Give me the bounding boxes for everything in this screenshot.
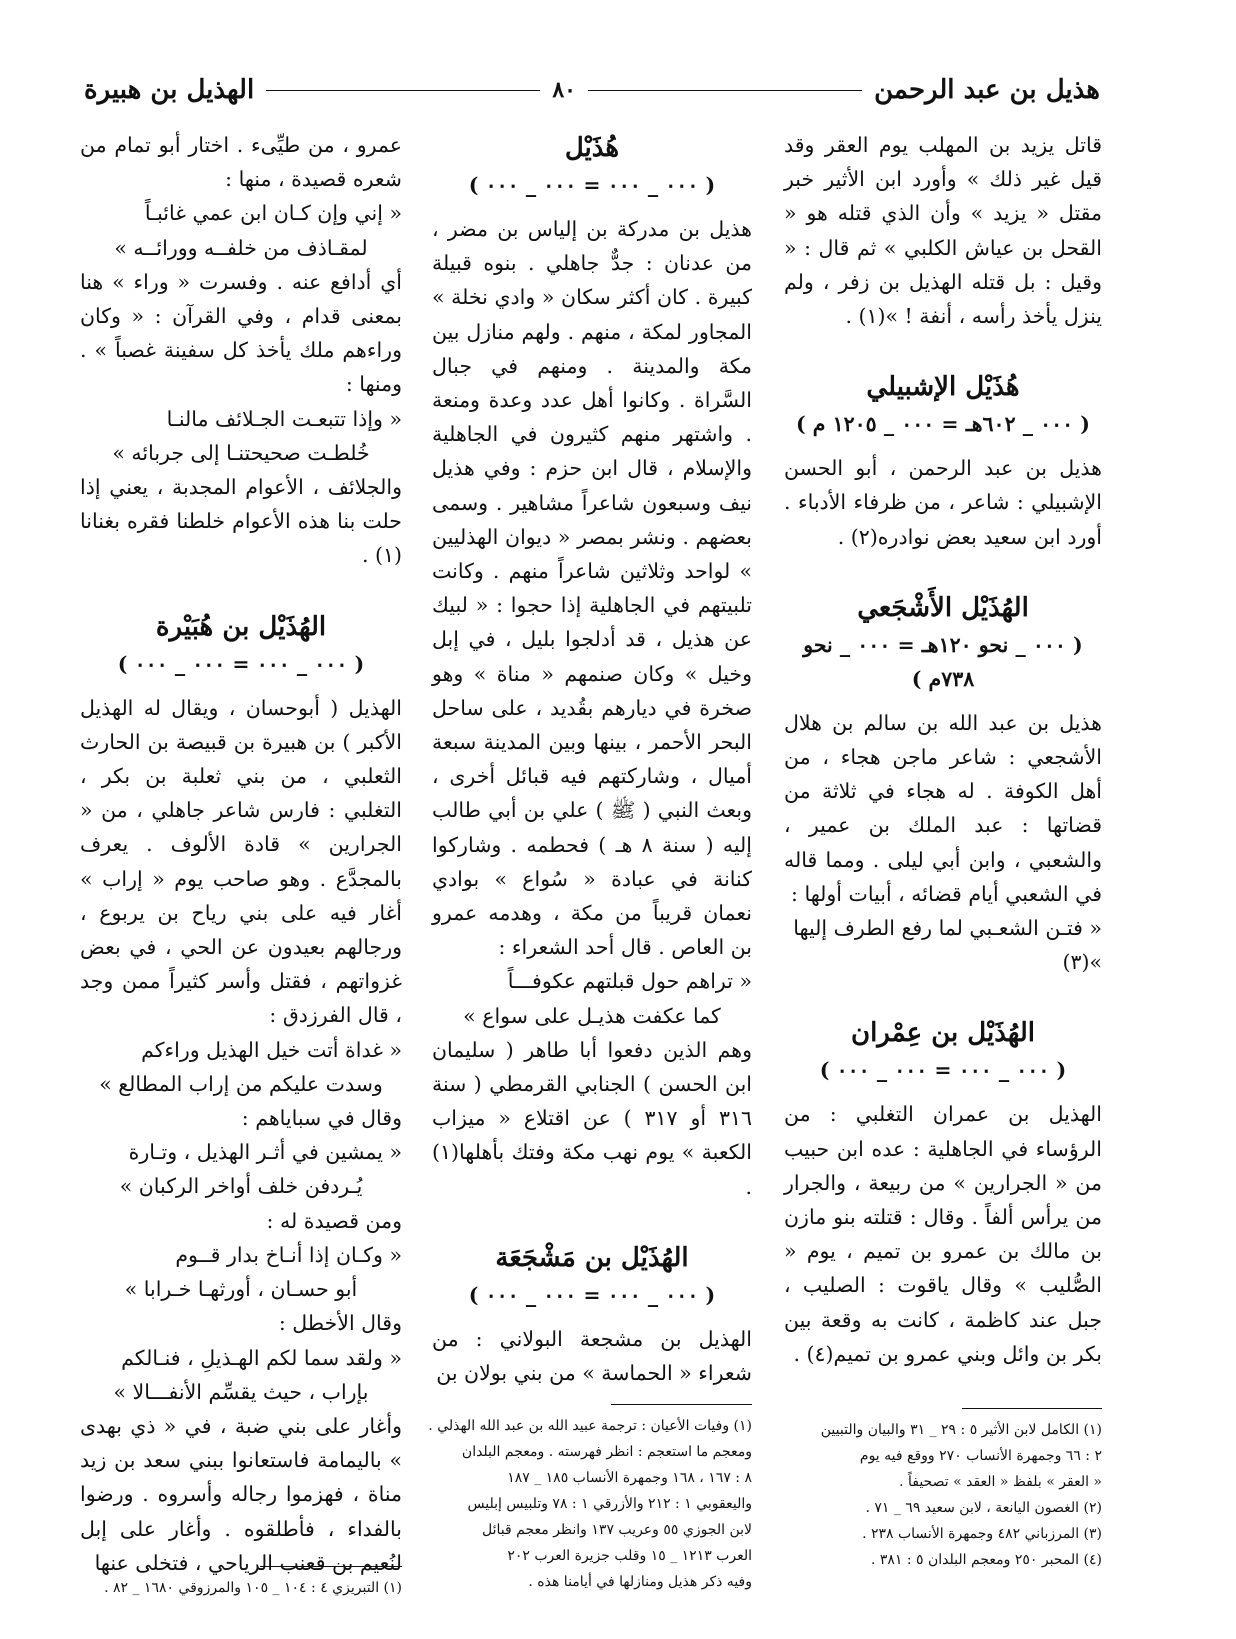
entry-body: هذيل بن عبد الله بن سالم بن هلال الأشجعي : شاعر ماجن هجاء ، من أهل الكوفة . له هجاء في ثلاثة من قضاتها : عبد الملك بن عمير ، والشعبي ، وابن أبي ليلى . ومما قاله في الشعبي أيام قضائه ، أبيات أولها : — [784, 710, 1102, 906]
footnotes-middle — [428, 1404, 752, 1595]
header-rule-right — [588, 90, 862, 91]
verse-line: « تراهم حول قبلتهم عكوفـــاً — [507, 969, 752, 994]
entry-title: الهُذَيْل بن مَشْجَعَة — [495, 1242, 689, 1273]
entry-title: هُذَيْل الإشبيلي — [866, 372, 1020, 403]
entry-title: الهُذَيْل بن هُبَيْرة — [155, 611, 327, 642]
entry-dates: ( ٠٠٠ _ ٦٠٢هـ = ٠٠٠ _ ١٢٠٥ م ) — [795, 412, 1091, 437]
paragraph: وقال في سباياهم : — [241, 1106, 402, 1131]
paragraph: ومن قصيدة له : — [266, 1208, 402, 1233]
column-middle — [432, 128, 752, 1390]
footnotes-right — [784, 1408, 1102, 1573]
entry-dates: ( ٠٠٠ _ ٠٠٠ = ٠٠٠ _ ٠٠٠ ) — [819, 1058, 1067, 1083]
verse-line: « إني وإن كـان ابن عمي غائبـاً — [144, 201, 402, 226]
entry-dates: ( ٠٠٠ _ ٠٠٠ = ٠٠٠ _ ٠٠٠ ) — [117, 651, 365, 676]
entry-heading — [432, 128, 752, 202]
footnote-line: (١) التبريزي ٤ : ١٠٤ _ ١٠٥ والمرزوقي ١٦٨٠ _ ٨٢ . — [104, 1580, 402, 1596]
verse-line: كما عكفت هذيـل على سواع » — [463, 1003, 721, 1028]
footnote-line: ومعجم ما استعجم : انظر فهرسته . ومعجم البلدان — [461, 1444, 752, 1460]
column-right — [784, 128, 1102, 1371]
entry-body: الهذيل ( أبوحسان ، ويقال له الهذيل الأكبر ) بن هبيرة بن قبيصة بن الحارث الثعلبي ، من بني ثعلبة بن بكر ، التغلبي : فارس شاعر جاهلي ، من « الجرارين » قادة الألوف . يعرف بالمجدَّع . وهو صاحب يوم « إراب » أغار فيه على بني رياح بن يربوع ، ورجالهم بعيدون عن الحي ، في بعض غزواتهم ، فقتل وأسر كثيراً ممن وجد ، قال الفرزدق : — [80, 695, 402, 1028]
footnote-line: « العقر » بلفظ « العقد » تصحيفاً . — [899, 1474, 1102, 1490]
column-left — [80, 128, 402, 1580]
paragraph: عمرو ، من طيِّىء . اختار أبو تمام من شعره قصيدة ، منها : — [80, 133, 402, 192]
entry-title: الهُذَيْل الأَشْجَعي — [857, 592, 1029, 623]
page-header — [84, 70, 1100, 110]
footnote-line: (٢) الغصون اليانعة ، لابن سعيد ٦٩ _ ٧١ . — [865, 1500, 1102, 1516]
verse-line: « وكـان إذا أنـاخ بدار قــوم — [175, 1242, 402, 1267]
footnote-line: العرب ١٢١٣ _ ١٥ وقلب جزيرة العرب ٢٠٢ — [507, 1548, 752, 1564]
col1-intro: قاتل يزيد بن المهلب يوم العقر وقد قيل غير ذلك » وأورد ابن الأثير خبر مقتل « يزيد » وأن الذي قتله هو « القحل بن عياش الكلبي » ثم قال : « وقيل : بل قتله الهذيل بن زفر ، ولم ينزل يأخذ رأسه ، أنفة ! »(١) . — [784, 133, 1102, 329]
entry-dates: ( ٠٠٠ _ ٠٠٠ = ٠٠٠ _ ٠٠٠ ) — [468, 1282, 716, 1307]
footnote-line: لابن الجوزي ٥٥ وعريب ١٣٧ وانظر معجم قبائل — [482, 1522, 752, 1538]
entry-heading — [432, 1238, 752, 1312]
entry-heading — [80, 607, 402, 681]
footnote-line: (١) الكامل لابن الأثير ٥ : ٢٩ _ ٣١ والبيان والتبيين — [820, 1422, 1102, 1438]
footnote-line: (٣) المرزباني ٤٨٢ وجمهرة الأنساب ٢٣٨ . — [862, 1526, 1102, 1542]
entry-title: هُذَيْل — [564, 133, 620, 163]
verse-line: « وإذا تتبعـت الجـلائف مالنـا — [166, 406, 402, 431]
paragraph: والجلائف ، الأعوام المجدبة ، يعني إذا حلت بنا هذه الأعوام خلطنا فقره بغنانا (١) . — [80, 475, 402, 568]
footnote-rule — [962, 1408, 1102, 1409]
footnote-rule — [611, 1404, 752, 1405]
verse-line: « فتـن الشعـبي لما رفع الطرف إليها »(٣) — [793, 916, 1102, 975]
header-left-title: الهذيل بن هبيرة — [83, 75, 255, 105]
header-right-title: هذيل بن عبد الرحمن — [874, 75, 1100, 105]
paragraph: وقال الأخطل : — [278, 1311, 402, 1336]
verse-line: « يمشين في أثـر الهذيل ، وتـارة — [128, 1140, 402, 1165]
verse-line: بإراب ، حيث يقسِّم الأنفـــالا » — [113, 1379, 369, 1404]
entry-body: الهذيل بن عمران التغلبي : من الرؤساء في الجاهلية : عده ابن حبيب من « الجرارين » من ربيعة ، والجرار من يرأس ألفاً . وقال : قتلته بنو مازن بن مالك بن عمرو بن تميم ، يوم « الصُّليب » وقال ياقوت : الصليب ، جبل عند كاظمة ، كانت به وقعة بين بكر بن وائل وبني عمرو بن تميم(٤) . — [784, 1102, 1102, 1366]
footnote-line: وفيه ذكر هذيل ومنازلها في أيامنا هذه . — [528, 1574, 752, 1590]
verse-line: يُـردفن خلف أواخر الركبان » — [119, 1174, 363, 1199]
footnotes-left — [80, 1566, 402, 1601]
entry-body: وهم الذين دفعوا أبا طاهر ( سليمان ابن الحسن ) الجنابي القرمطي ( سنة ٣١٦ أو ٣١٧ ) عن اقتلاع « ميزاب الكعبة » يوم نهب مكة وفتك بأهلها(١) . — [432, 1037, 752, 1199]
entry-dates: ( ٠٠٠ _ نحو ١٢٠هـ = ٠٠٠ _ نحو ٧٣٨م ) — [803, 632, 1083, 691]
entry-body: الهذيل بن مشجعة البولاني : من شعراء « الحماسة » من بني بولان بن — [432, 1326, 752, 1386]
verse-line: وسدت عليكم من إراب المطالع » — [99, 1071, 383, 1096]
footnote-line: واليعقوبي ١ : ٢١٢ والأزرقي ١ : ٧٨ وتلبيس إبليس — [467, 1496, 752, 1512]
entry-heading — [784, 588, 1102, 696]
verse-line: لمقـاذف من خلفــه وورائــه » — [114, 235, 368, 260]
entry-body: هذيل بن مدركة بن إلياس بن مضر ، من عدنان : جدٌّ جاهلي . بنوه قبيلة كبيرة . كان أكثر سكان « وادي نخلة » المجاور لمكة ، منهم . ولهم منازل بين مكة والمدينة . ومنهم في جبال السَّراة . وكانوا أهل عدد وعدة ومنعة . واشتهر منهم كثيرون في الجاهلية والإسلام ، قال ابن حزم : وفي هذيل نيف وسبعون شاعراً مشاهير . وسمى بعضهم . ونشر بمصر « ديوان الهذليين » لواحد وثلاثين شاعراً منهم . وكانت تلبيتهم في الجاهلية إذا حجوا : « لبيك عن هذيل ، قد أدلجوا بليل ، في إبل وخيل » وكان صنمهم « مناة » وهو صخرة في ديارهم بقُديد ، على ساحل البحر الأحمر ، بينها وبين المدينة سبعة أميال ، وشاركتهم فيه قبائل أخرى ، وبعث النبي ( ﷺ ) علي بن أبي طالب إليه ( سنة ٨ هـ ) فحطمه . وشاركوا كنانة في عبادة « سُواع » بوادي نعمان قريباً من مكة ، وهدمه عمرو بن العاص . قال أحد الشعراء : — [432, 217, 752, 960]
header-rule-left — [266, 90, 540, 91]
footnote-line: ٨ : ١٦٧ ، ١٦٨ وجمهرة الأنساب ١٨٥ _ ١٨٧ — [507, 1470, 752, 1486]
page-number: ٨٠ — [552, 77, 576, 103]
footnote-line: (١) وفيات الأعيان : ترجمة عبيد الله بن عبد الله الهذلي . — [428, 1418, 752, 1434]
footnote-line: (٤) المحبر ٢٥٠ ومعجم البلدان ٥ : ٣٨١ . — [870, 1552, 1102, 1568]
entry-dates: ( ٠٠٠ _ ٠٠٠ = ٠٠٠ _ ٠٠٠ ) — [468, 173, 716, 197]
paragraph: أي أدافع عنه . وفسرت « وراء » هنا بمعنى قدام ، وفي القرآن : « وكان وراءهم ملك يأخذ كل سفينة غصباً » . ومنها : — [80, 269, 402, 397]
entry-title: الهُذَيْل بن عِمْران — [850, 1018, 1036, 1049]
paragraph: وأغار على بني ضبة ، في « ذي بهدى » باليمامة فاستعانوا ببني سعد بن زيد مناة ، فهزموا رجاله وأسروه . ورضوا بالفداء ، فأطلقوه . وأغار على إبل لنُعيم بن قعنب الرياحي ، فتخلى عنها — [80, 1413, 402, 1575]
verse-line: خُلطـت صحيحتنـا إلى جربائه » — [112, 440, 370, 465]
footnote-line: ٢ : ٦٦ وجمهرة الأنساب ٢٧٠ ووقع فيه يوم — [859, 1448, 1102, 1464]
entry-heading — [784, 1013, 1102, 1087]
verse-line: أبو حسـان ، أورثهـا خـرابا » — [124, 1277, 358, 1302]
verse-line: « ولقد سما لكم الهـذيلِ ، فنـالكم — [121, 1345, 402, 1370]
footnote-rule — [260, 1566, 402, 1567]
verse-line: « غداة أتت خيل الهذيل وراءكم — [141, 1037, 402, 1062]
entry-body: هذيل بن عبد الرحمن ، أبو الحسن الإشبيلي : شاعر ، من ظرفاء الأدباء . أورد ابن سعيد بعض نوادره(٢) . — [784, 456, 1102, 549]
entry-heading — [784, 367, 1102, 441]
